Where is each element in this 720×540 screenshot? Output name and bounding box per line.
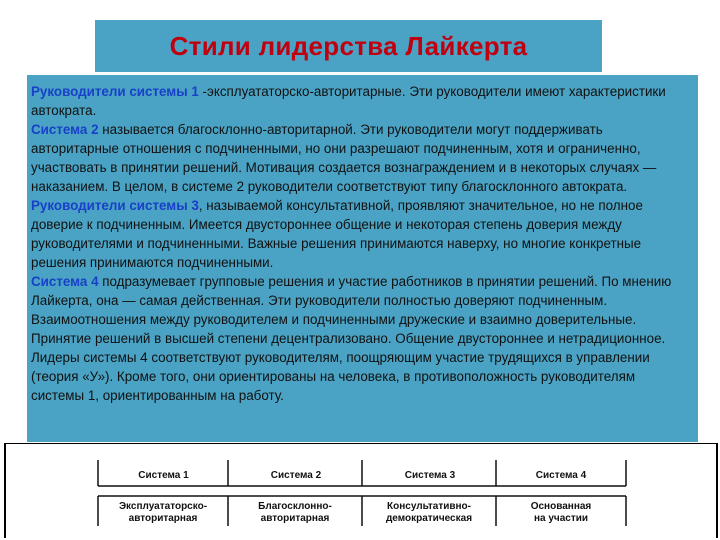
paragraph-2-head: Система 2 — [31, 122, 99, 137]
system-1-label: Система 1 — [138, 470, 189, 481]
style-1-label: Эксплуататорско- авторитарная — [118, 501, 208, 524]
style-4-label: Основанная на участии — [530, 501, 592, 524]
paragraph-1-body: -эксплуататорско-авторитарные. Эти руководители имеют характеристики автократа. — [31, 84, 666, 118]
title-banner — [95, 20, 602, 72]
paragraph-4-body: подразумевает групповые решения и участие работников в принятии решений. По мнению Лайкерта, она — самая действенная. Эти руководители полностью доверяют подчиненным. Взаимоотношения между руководителем и подчиненными дружеские и взаимно доверительные. Принятие решений в высшей степени децентрализовано. Общение двустороннее и нетрадиционное. Лидеры системы 4 соответствуют руководителям, поощряющим участие трудящихся в управлении (теория «У»). Кроме того, они ориентированы на человека, в противоположность руководителям системы 1, ориентированным на работу. — [31, 274, 672, 403]
paragraph-1-head: Руководители системы 1 — [31, 84, 199, 99]
style-3-label: Консультативно- демократическая — [385, 501, 473, 524]
content-panel — [27, 75, 698, 442]
system-2-label: Система 2 — [270, 470, 322, 481]
paragraph-3-body: , называемой консультативной, проявляют значительное, но не полное доверие к подчиненным. Имеется двустороннее общение и некоторая степень доверия между руководителями и подчиненными. Важные решения принимаются наверху, но многие конкретные решения принимаются подчиненными. — [31, 198, 643, 270]
systems-diagram — [4, 443, 718, 538]
paragraph-4-head: Система 4 — [31, 274, 99, 289]
page-title: Стили лидерства Лайкерта — [169, 30, 528, 61]
paragraph-2-body: называется благосклонно-авторитарной. Эти руководители могут поддерживать авторитарные отношения с подчиненными, но они разрешают подчиненным, хотя и ограниченно, участвовать в принятии решений. Мотивация создается вознаграждением и в некоторых случаях — наказанием. В целом, в системе 2 руководители соответствуют типу благосклонного автократа. — [31, 122, 657, 194]
body-text — [31, 82, 690, 405]
style-2-label: Благосклонно- авторитарная — [258, 501, 332, 524]
paragraph-3-head: Руководители системы 3 — [31, 198, 199, 213]
system-3-label: Система 3 — [404, 470, 456, 481]
system-4-label: Система 4 — [535, 470, 587, 481]
